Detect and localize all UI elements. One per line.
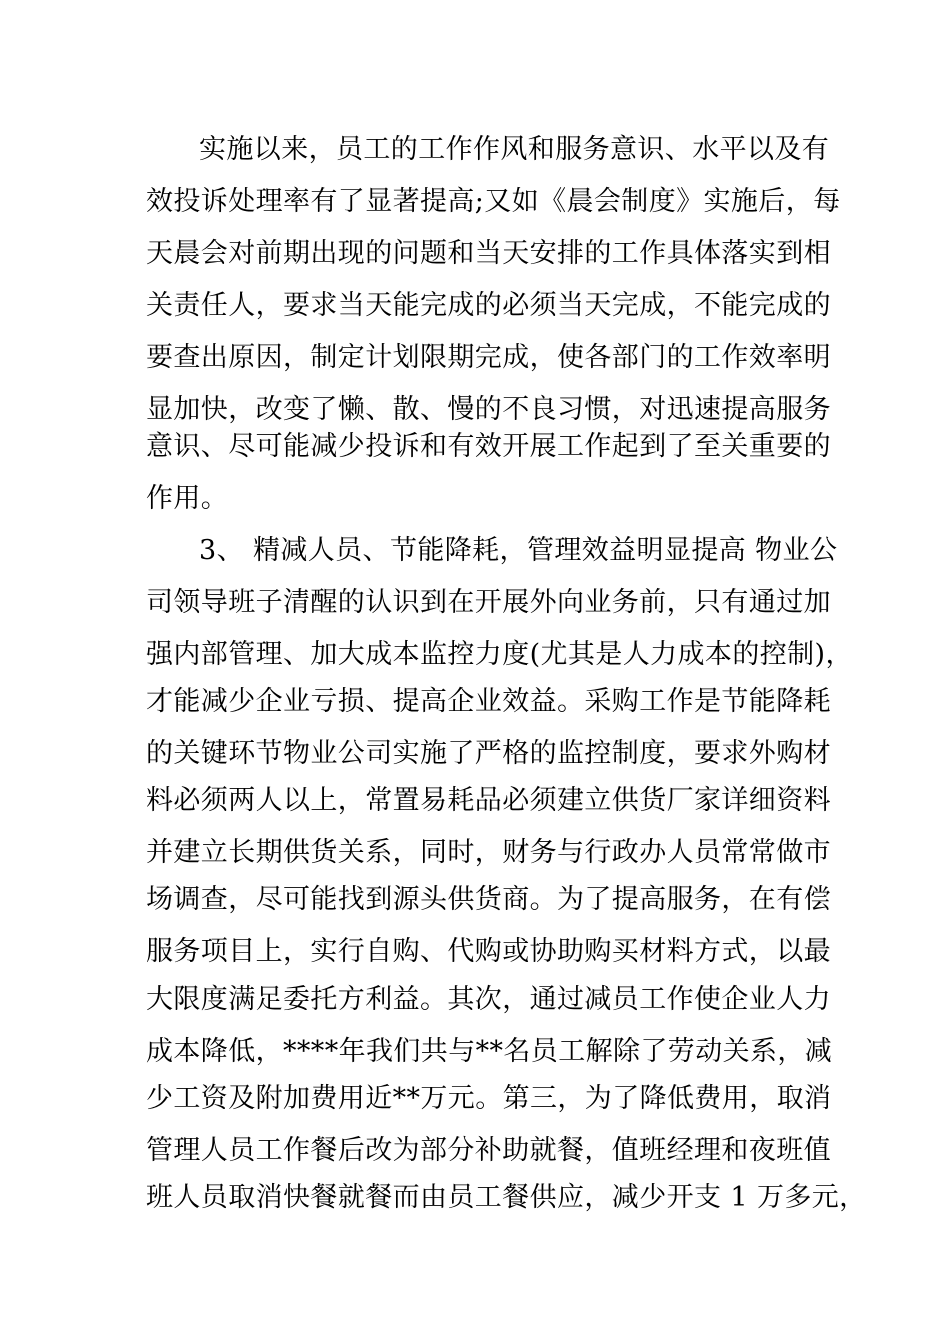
section-heading-line: 3、 精减人员、节能降耗，管理效益明显提高 物业公 xyxy=(199,535,838,566)
text-line: 大限度满足委托方利益。其次，通过减员工作使企业人力 xyxy=(146,984,831,1015)
text-line: 意识、尽可能减少投诉和有效开展工作起到了至关重要的 xyxy=(146,431,831,462)
text-line: 显加快，改变了懒、散、慢的不良习惯，对迅速提高服务 xyxy=(146,394,831,425)
text-line: 成本降低，****年我们共与**名员工解除了劳动关系，减 xyxy=(146,1036,833,1067)
text-line: 司领导班子清醒的认识到在开展外向业务前，只有通过加 xyxy=(146,587,831,618)
text-line: 强内部管理、加大成本监控力度(尤其是人力成本的控制)， xyxy=(146,639,853,670)
text-line: 关责任人，要求当天能完成的必须当天完成，不能完成的 xyxy=(146,290,831,321)
text-line: 少工资及附加费用近**万元。第三，为了降低费用，取消 xyxy=(146,1083,832,1114)
text-line: 才能减少企业亏损、提高企业效益。采购工作是节能降耗 xyxy=(146,686,831,717)
text-line: 实施以来，员工的工作作风和服务意识、水平以及有 xyxy=(199,134,830,165)
text-line: 场调查，尽可能找到源头供货商。为了提高服务，在有偿 xyxy=(146,884,831,915)
text-line: 料必须两人以上，常置易耗品必须建立供货厂家详细资料 xyxy=(146,785,831,816)
text-line: 天晨会对前期出现的问题和当天安排的工作具体落实到相 xyxy=(146,238,831,269)
text-line: 的关键环节物业公司实施了严格的监控制度，要求外购材 xyxy=(146,738,831,769)
text-line: 效投诉处理率有了显著提高;又如《晨会制度》实施后，每 xyxy=(146,186,841,217)
text-line: 服务项目上，实行自购、代购或协助购买材料方式，以最 xyxy=(146,936,831,967)
text-line: 并建立长期供货关系，同时，财务与行政办人员常常做市 xyxy=(146,837,831,868)
text-line: 班人员取消快餐就餐而由员工餐供应，减少开支 1 万多元， xyxy=(146,1182,867,1213)
text-line: 作用。 xyxy=(146,483,229,514)
text-line: 管理人员工作餐后改为部分补助就餐，值班经理和夜班值 xyxy=(146,1135,831,1166)
text-line: 要查出原因，制定计划限期完成，使各部门的工作效率明 xyxy=(146,342,831,373)
